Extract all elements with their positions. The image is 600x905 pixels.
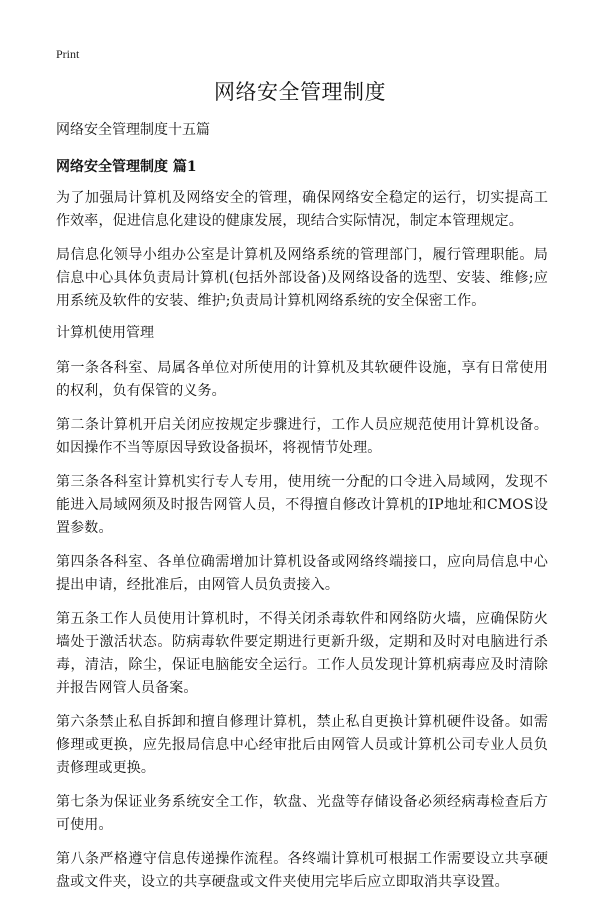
document-body xyxy=(56,121,548,905)
paragraph-article-3: 第三条各科室计算机实行专人专用，使用统一分配的口令进入局域网，发现不能进入局域网须及时报告网管人员，不得擅自修改计算机的IP地址和CMOS设置参数。 xyxy=(56,474,548,536)
paragraph-article-6: 第六条禁止私自拆卸和擅自修理计算机，禁止私自更换计算机硬件设备。如需修理或更换，应先报局信息中心经审批后由网管人员或计算机公司专业人员负责修理或更换。 xyxy=(56,714,548,776)
section-heading: 网络安全管理制度 篇1 xyxy=(56,159,197,175)
document-subtitle: 网络安全管理制度十五篇 xyxy=(56,122,210,138)
print-link[interactable]: Print xyxy=(56,47,80,61)
paragraph-article-4: 第四条各科室、各单位确需增加计算机设备或网络终端接口，应向局信息中心提出申请，经批准后，由网管人员负责接入。 xyxy=(56,554,548,593)
paragraph-responsibility: 局信息化领导小组办公室是计算机及网络系统的管理部门，履行管理职能。局信息中心具体负责局计算机(包括外部设备)及网络设备的选型、安装、维修;应用系统及软件的安装、维护;负责局计算机网络系统的安全保密工作。 xyxy=(56,247,548,309)
subsection-heading-computer-usage: 计算机使用管理 xyxy=(56,325,154,341)
paragraph-article-1: 第一条各科室、局属各单位对所使用的计算机及其软硬件设施，享有日常使用的权利，负有保管的义务。 xyxy=(56,360,548,399)
paragraph-article-8: 第八条严格遵守信息传递操作流程。各终端计算机可根据工作需要设立共享硬盘或文件夹，设立的共享硬盘或文件夹使用完毕后应立即取消共享设置。 xyxy=(56,851,548,890)
paragraph-article-5: 第五条工作人员使用计算机时，不得关闭杀毒软件和网络防火墙，应确保防火墙处于激活状态。防病毒软件要定期进行更新升级，定期和及时对电脑进行杀毒，清洁，除尘，保证电脑能安全运行。工作人员发现计算机病毒应及时清除并报告网管人员备案。 xyxy=(56,611,548,696)
paragraph-purpose: 为了加强局计算机及网络安全的管理，确保网络安全稳定的运行，切实提高工作效率，促进信息化建设的健康发展，现结合实际情况，制定本管理规定。 xyxy=(56,190,548,229)
paragraph-article-2: 第二条计算机开启关闭应按规定步骤进行，工作人员应规范使用计算机设备。如因操作不当等原因导致设备损坏，将视情节处理。 xyxy=(56,417,548,456)
document-title: 网络安全管理制度 xyxy=(214,80,386,104)
paragraph-article-7: 第七条为保证业务系统安全工作，软盘、光盘等存储设备必须经病毒检查后方可使用。 xyxy=(56,794,548,833)
